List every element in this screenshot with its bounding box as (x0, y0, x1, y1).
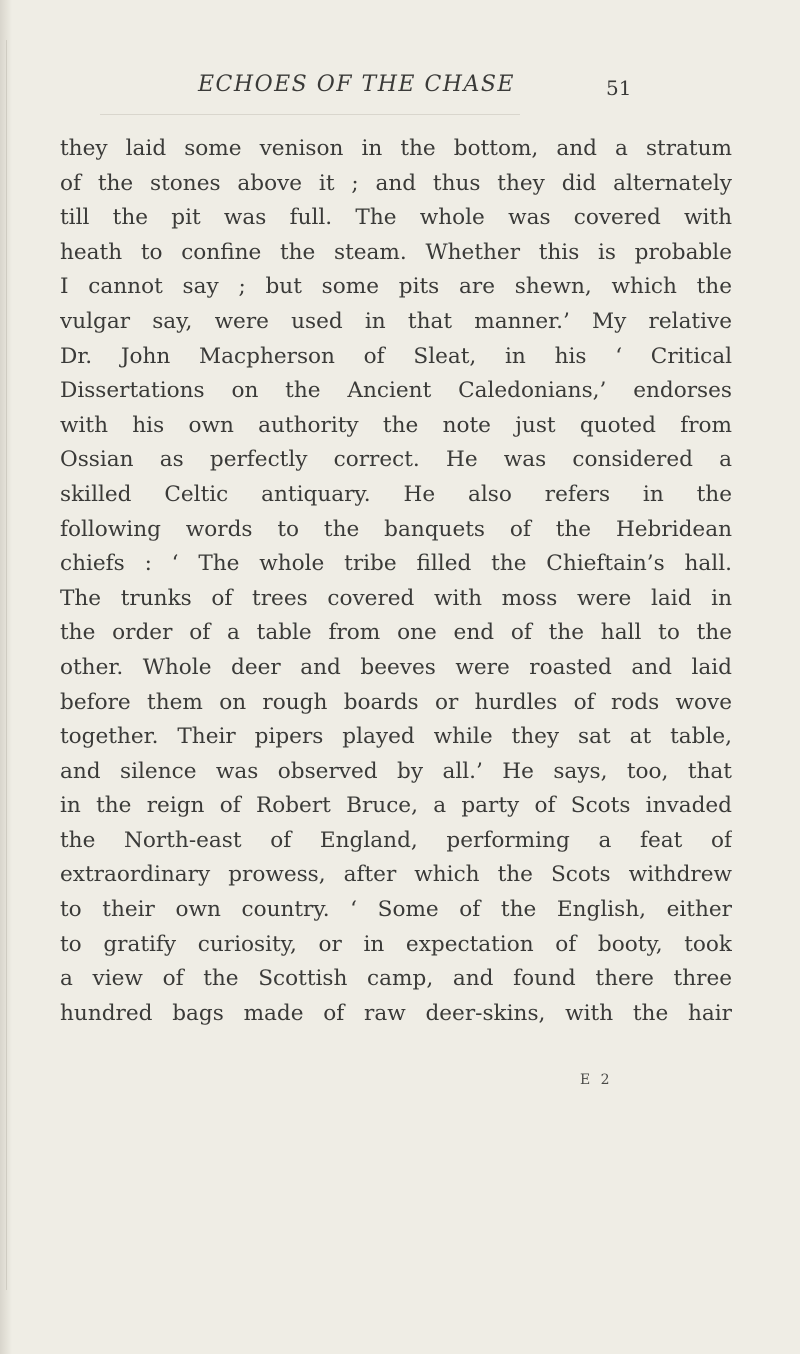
text-line: a view of the Scottish camp, and found there three (60, 966, 732, 992)
text-line: I cannot say ; but some pits are shewn, which the (60, 274, 732, 300)
signature-mark: E 2 (580, 1072, 613, 1088)
body-text (60, 132, 732, 1031)
text-line: the order of a table from one end of the hall to the (60, 620, 732, 646)
running-head (0, 72, 800, 102)
text-line: before them on rough boards or hurdles of rods wove (60, 689, 732, 715)
text-line: to gratify curiosity, or in expectation of booty, took (60, 931, 732, 957)
text-line: chiefs : ‘ The whole tribe filled the Chieftain’s hall. (60, 551, 732, 577)
text-line: in the reign of Robert Bruce, a party of Scots invaded (60, 793, 732, 819)
gutter-line (6, 40, 7, 1290)
text-line: Dissertations on the Ancient Caledonians,’ endorses (60, 378, 732, 404)
text-line: till the pit was full. The whole was covered with (60, 205, 732, 231)
text-line: of the stones above it ; and thus they did alternately (60, 170, 732, 196)
text-line: together. Their pipers played while they sat at table, (60, 724, 732, 750)
text-line: the North-east of England, performing a feat of (60, 827, 732, 853)
text-line: they laid some venison in the bottom, and a stratum (60, 136, 732, 161)
text-line: heath to confine the steam. Whether this is probable (60, 239, 732, 265)
text-line: Dr. John Macpherson of Sleat, in his ‘ Critical (60, 343, 732, 369)
header-rule (100, 114, 520, 115)
running-title: ECHOES OF THE CHASE (198, 72, 515, 97)
text-line: and silence was observed by all.’ He says, too, that (60, 758, 732, 784)
text-line: The trunks of trees covered with moss were laid in (60, 585, 732, 611)
text-line: hundred bags made of raw deer-skins, with the hair (60, 1000, 732, 1026)
text-line: skilled Celtic antiquary. He also refers in the (60, 481, 732, 507)
text-line: following words to the banquets of the Hebridean (60, 516, 732, 542)
text-line: extraordinary prowess, after which the Scots withdrew (60, 862, 732, 888)
text-line: to their own country. ‘ Some of the English, either (60, 897, 732, 923)
page-number: 51 (606, 76, 632, 100)
text-line: with his own authority the note just quoted from (60, 412, 732, 438)
text-line: Ossian as perfectly correct. He was considered a (60, 447, 732, 473)
text-line: other. Whole deer and beeves were roasted and laid (60, 654, 732, 680)
text-line: vulgar say, were used in that manner.’ My relative (60, 308, 732, 334)
